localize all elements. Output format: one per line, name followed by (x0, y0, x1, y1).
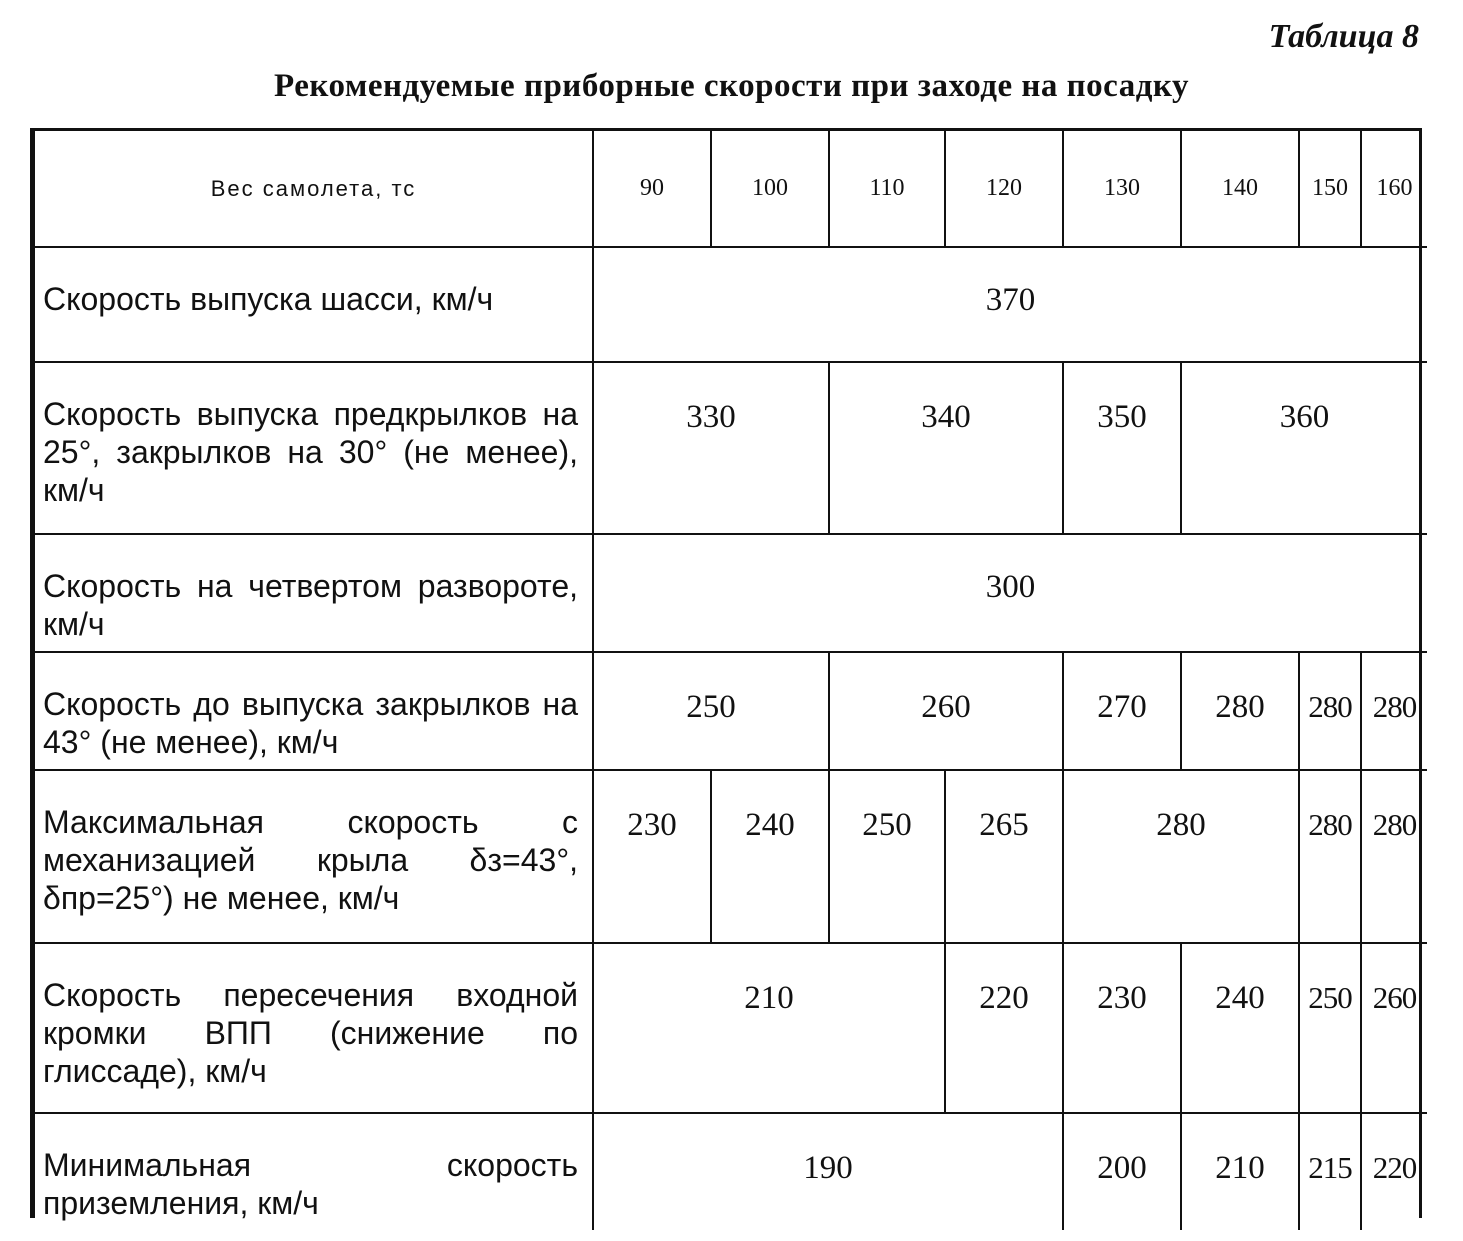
header-weight-100: 100 (711, 131, 829, 247)
row-label: Скорость выпуска шасси, км/ч (35, 247, 593, 362)
row-label: Скорость до выпуска закрылков на 43° (не менее), км/ч (35, 652, 593, 770)
row-label: Скорость пересечения входной кромки ВПП (снижение по глиссаде), км/ч (35, 943, 593, 1113)
header-weight-label: Вес самолета, тс (35, 131, 593, 247)
speed-value-cell: 250 (1299, 943, 1361, 1113)
speed-value-cell: 280 (1181, 652, 1299, 770)
speed-value-cell: 370 (593, 247, 1427, 362)
table-row (35, 943, 1427, 1113)
speed-value-cell: 230 (593, 770, 711, 943)
table-row (35, 247, 1427, 362)
header-weight-110: 110 (829, 131, 945, 247)
row-label: Скорость выпуска предкрылков на 25°, закрылков на 30° (не менее), км/ч (35, 362, 593, 534)
speed-value-cell: 270 (1063, 652, 1181, 770)
speed-value-cell: 250 (593, 652, 829, 770)
row-label: Скорость на четвертом развороте, км/ч (35, 534, 593, 652)
speed-value-cell: 210 (593, 943, 945, 1113)
speed-value-cell: 230 (1063, 943, 1181, 1113)
speed-value-cell: 190 (593, 1113, 1063, 1230)
table-title: Рекомендуемые приборные скорости при заходе на посадку (274, 68, 1189, 104)
speed-value-cell: 220 (1361, 1113, 1427, 1230)
table-number: Таблица 8 (1268, 18, 1419, 55)
speed-value-cell: 280 (1361, 652, 1427, 770)
header-weight-90: 90 (593, 131, 711, 247)
speed-value-cell: 300 (593, 534, 1427, 652)
header-weight-150: 150 (1299, 131, 1361, 247)
speed-value-cell: 240 (1181, 943, 1299, 1113)
header-weight-160: 160 (1361, 131, 1427, 247)
speed-value-cell: 200 (1063, 1113, 1181, 1230)
speed-value-cell: 240 (711, 770, 829, 943)
speed-value-cell: 260 (1361, 943, 1427, 1113)
speed-value-cell: 210 (1181, 1113, 1299, 1230)
speed-value-cell: 280 (1299, 652, 1361, 770)
speed-value-cell: 350 (1063, 362, 1181, 534)
speed-value-cell: 360 (1181, 362, 1427, 534)
speed-value-cell: 220 (945, 943, 1063, 1113)
speed-table (30, 128, 1422, 1221)
header-weight-140: 140 (1181, 131, 1299, 247)
table-row (35, 1113, 1427, 1230)
header-weight-130: 130 (1063, 131, 1181, 247)
speed-value-cell: 280 (1361, 770, 1427, 943)
speed-value-cell: 265 (945, 770, 1063, 943)
table-row (35, 362, 1427, 534)
header-weight-120: 120 (945, 131, 1063, 247)
speed-value-cell: 280 (1063, 770, 1299, 943)
speed-value-cell: 215 (1299, 1113, 1361, 1230)
speed-value-cell: 340 (829, 362, 1063, 534)
table-row (35, 770, 1427, 943)
speed-value-cell: 280 (1299, 770, 1361, 943)
row-label: Максимальная скорость с механизацией крыла δз=43°, δпр=25°) не менее, км/ч (35, 770, 593, 943)
header-row (35, 131, 1427, 247)
speed-value-cell: 250 (829, 770, 945, 943)
row-label: Минимальная скорость приземления, км/ч (35, 1113, 593, 1230)
table-row (35, 652, 1427, 770)
speed-value-cell: 260 (829, 652, 1063, 770)
table-row (35, 534, 1427, 652)
speed-value-cell: 330 (593, 362, 829, 534)
